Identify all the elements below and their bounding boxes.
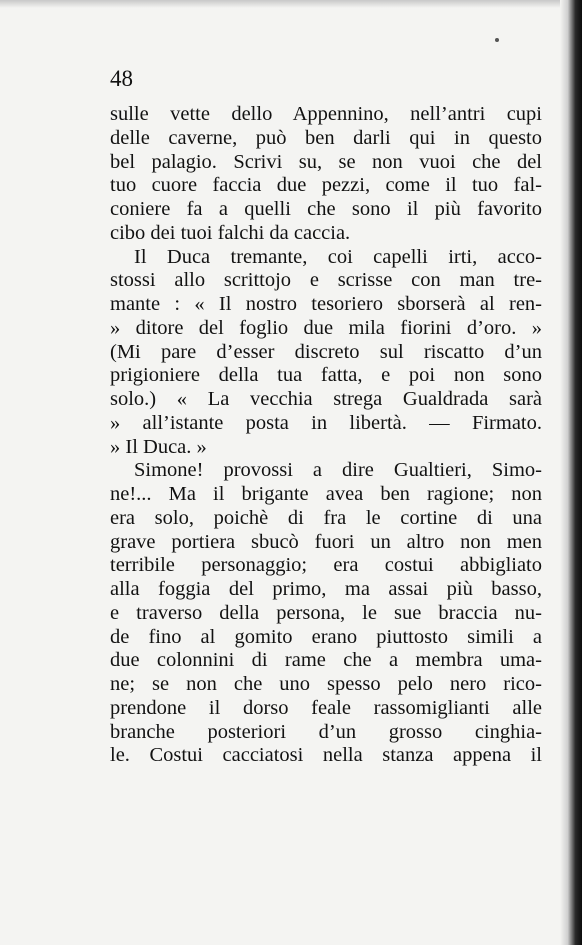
text-line: » ditore del foglio due mila fiorini d’oro. » [110, 316, 542, 339]
text-line: cibo dei tuoi falchi da caccia. [110, 221, 351, 244]
text-line: tuo cuore faccia due pezzi, come il tuo fal- [110, 174, 542, 197]
text-line: » all’istante posta in libertà. — Firmato. [110, 411, 542, 434]
page-binding-shadow [560, 0, 582, 945]
text-line: ne; se non che uno spesso pelo nero rico- [110, 673, 542, 695]
text-line: de fino al gomito erano piuttosto simili a [110, 625, 542, 648]
text-line: coniere fa a quelli che sono il più favorito [110, 198, 542, 220]
paper-speck [495, 38, 499, 42]
body-text [110, 103, 542, 768]
text-line: solo.) « La vecchia strega Gualdrada sarà [110, 388, 542, 410]
text-line: le. Costui cacciatosi nella stanza appena il [110, 744, 542, 767]
text-line: bel palagio. Scrivi su, se non vuoi che del [110, 150, 542, 173]
text-line: sulle vette dello Appennino, nell’antri cupi [110, 103, 542, 125]
text-line: e traverso della persona, le sue braccia nu- [110, 601, 542, 624]
text-line: prigioniere della tua fatta, e poi non sono [110, 364, 542, 387]
text-line: alla foggia del primo, ma assai più basso, [110, 578, 542, 600]
text-line: era solo, poichè di fra le cortine di una [110, 506, 542, 529]
text-line: Il Duca tremante, coi capelli irti, acco- [134, 245, 542, 268]
text-line: delle caverne, può ben darli qui in questo [110, 126, 542, 149]
text-line: ne!... Ma il brigante avea ben ragione; non [110, 483, 542, 505]
page-top-edge [0, 0, 582, 8]
page-number: 48 [110, 66, 133, 91]
text-line: (Mi pare d’esser discreto sul riscatto d’un [110, 340, 542, 363]
text-line: grave portiera sbucò fuori un altro non men [110, 530, 542, 553]
text-line: branche posteriori d’un grosso cinghia- [110, 720, 542, 743]
text-line: terribile personaggio; era costui abbigliato [110, 554, 542, 577]
text-line: due colonnini di rame che a membra uma- [110, 649, 542, 672]
text-line: prendone il dorso feale rassomiglianti alle [110, 696, 542, 719]
text-line: mante : « Il nostro tesoriero sborserà al ren- [110, 293, 542, 315]
text-line: stossi allo scrittojo e scrisse con man tre- [110, 269, 542, 292]
text-line: Simone! provossi a dire Gualtieri, Simo- [134, 459, 542, 482]
text-line: » Il Duca. » [110, 435, 207, 458]
